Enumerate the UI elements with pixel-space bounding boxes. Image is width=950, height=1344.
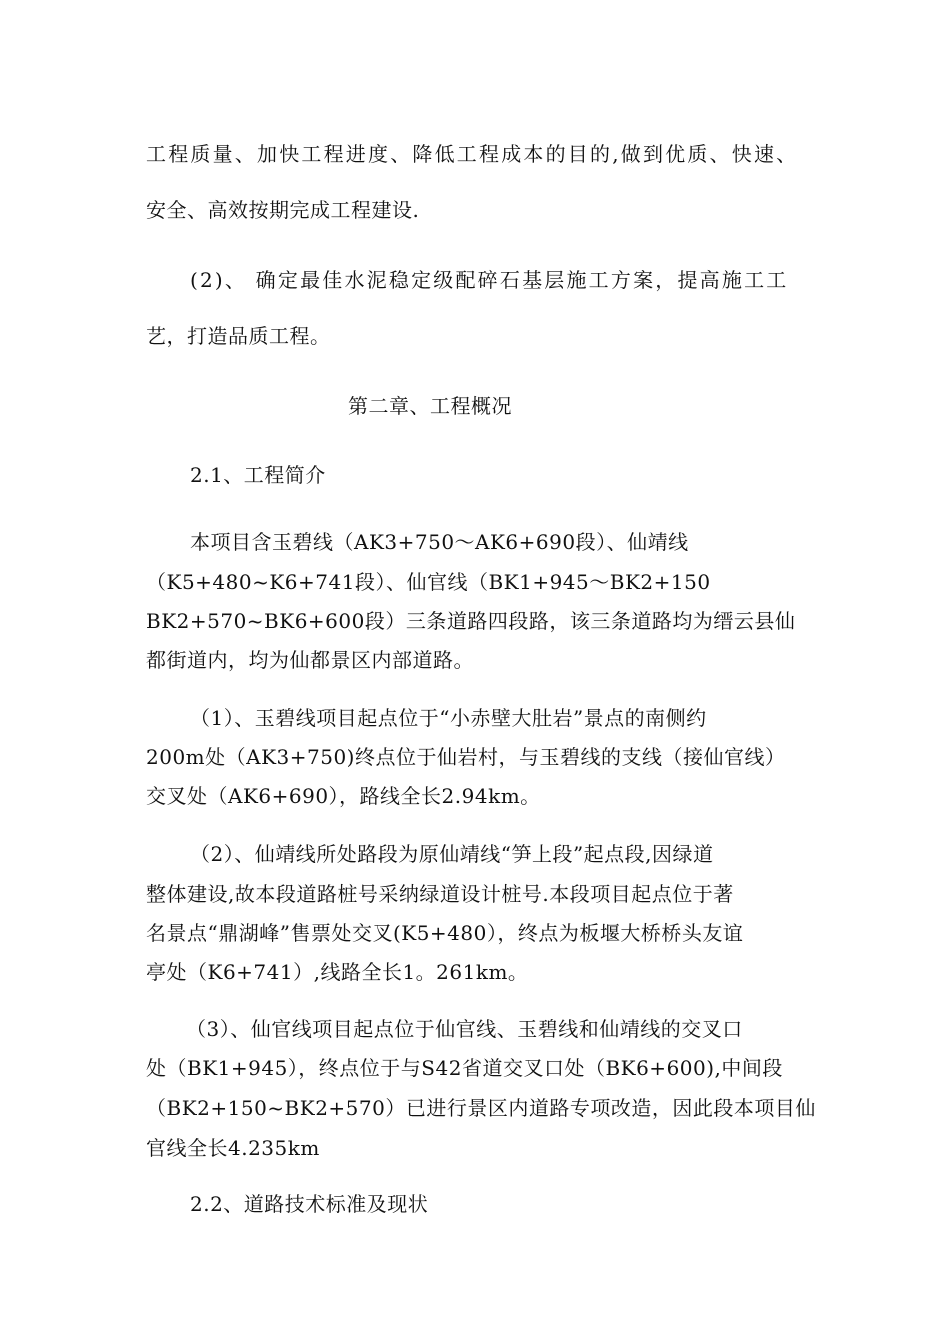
list-item-line: 200m处（AK3+750)终点位于仙岩村，与玉碧线的支线（接仙官线） — [146, 745, 786, 769]
list-item-line: （3）、仙官线项目起点位于仙官线、玉碧线和仙靖线的交叉口 — [186, 1017, 743, 1041]
list-item-line: (2)、 确定最佳水泥稳定级配碎石基层施工方案，提高施工工 — [190, 268, 789, 292]
list-item-line: 处（BK1+945），终点位于与S42省道交叉口处（BK6+600),中间段 — [146, 1056, 783, 1080]
paragraph-line: 安全、高效按期完成工程建设. — [146, 198, 420, 222]
list-item-line: 官线全长4.235km — [146, 1136, 320, 1160]
list-item-line: （2）、仙靖线所处路段为原仙靖线“笋上段”起点段,因绿道 — [190, 842, 714, 866]
list-item-line: （BK2+150~BK2+570）已进行景区内道路专项改造，因此段本项目仙 — [146, 1096, 816, 1120]
list-item-line: 名景点“鼎湖峰”售票处交叉(K5+480），终点为板堰大桥桥头友谊 — [146, 921, 744, 945]
paragraph-line: BK2+570~BK6+600段）三条道路四段路，该三条道路均为缙云县仙 — [146, 609, 796, 633]
paragraph-line: 本项目含玉碧线（AK3+750～AK6+690段）、仙靖线 — [190, 530, 689, 554]
list-item-line: 亭处（K6+741）,线路全长1。261km。 — [146, 960, 529, 984]
section-heading: 2.1、工程简介 — [190, 463, 326, 487]
list-item-line: 整体建设,故本段道路桩号采纳绿道设计桩号.本段项目起点位于著 — [146, 882, 734, 906]
paragraph-line: （K5+480~K6+741段）、仙官线（BK1+945～BK2+150 — [146, 570, 711, 594]
list-item-line: （1）、玉碧线项目起点位于“小赤壁大肚岩”景点的南侧约 — [190, 706, 707, 730]
list-item-line: 艺，打造品质工程。 — [146, 324, 331, 348]
chapter-heading: 第二章、工程概况 — [348, 394, 512, 418]
list-item-line: 交叉处（AK6+690），路线全长2.94km。 — [146, 784, 541, 808]
paragraph-line: 都街道内，均为仙都景区内部道路。 — [146, 648, 474, 672]
section-heading: 2.2、道路技术标准及现状 — [190, 1192, 429, 1216]
paragraph-line: 工程质量、加快工程进度、降低工程成本的目的,做到优质、快速、 — [146, 142, 799, 166]
